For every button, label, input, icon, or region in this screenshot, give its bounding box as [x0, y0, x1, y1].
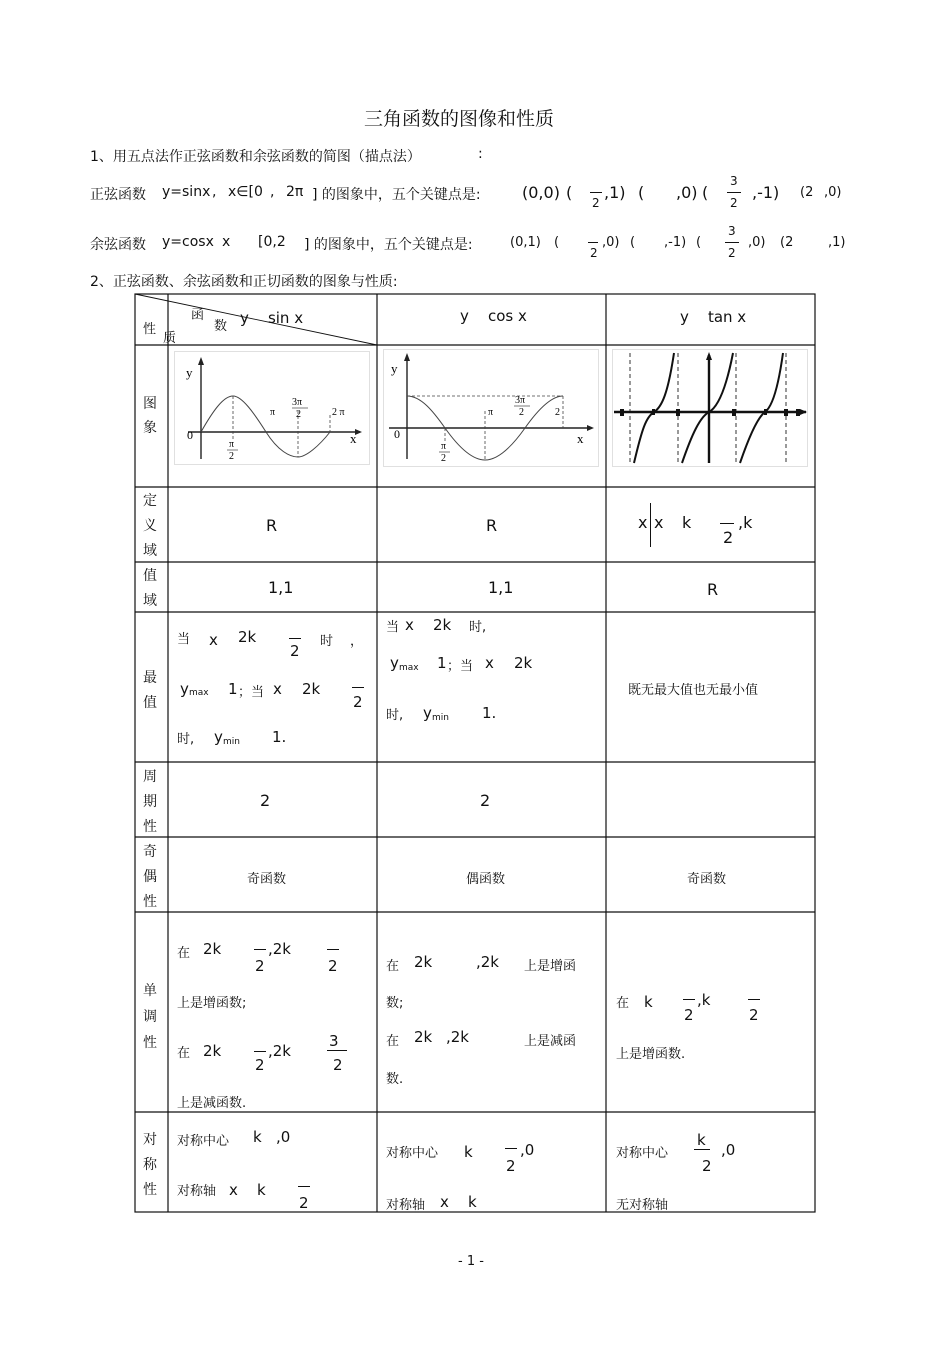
extrema-sin-text: ， [350, 634, 364, 649]
row-label-period-char: 期 [143, 794, 157, 810]
sine-point3-open: ( [638, 183, 645, 202]
header-cos: y cos x [460, 307, 527, 325]
monotonic-tan-text: k [644, 993, 653, 1011]
monotonic-cos-text: ,2k [446, 1028, 469, 1046]
symmetry-sin-text: k [257, 1181, 266, 1199]
sine-graph [174, 351, 370, 465]
sine-point2-fraction-bar [590, 192, 602, 193]
parity-tan: 奇函数 [687, 872, 727, 887]
range-tan: R [707, 580, 719, 599]
range-cos: 1,1 [488, 578, 514, 597]
cosine-point4-rest: ,0) [748, 235, 766, 250]
cosine-point5-open: (2 [780, 235, 794, 250]
symmetry-tan-fraction-bar [694, 1149, 710, 1150]
header-tan: y tan x [680, 308, 747, 326]
extrema-cos-text: y [423, 704, 432, 722]
row-label-range-char: 值 [143, 568, 157, 584]
cosine-point4-den: 2 [728, 246, 736, 260]
cosine-point3-open: ( [630, 235, 636, 250]
extrema-sin-text: 时, [177, 732, 195, 747]
symmetry-cos-text: 对称中心 [386, 1146, 439, 1161]
monotonic-cos-text: 2k [414, 1028, 433, 1046]
monotonic-sin-fraction-bar [327, 949, 339, 950]
row-label-period-char: 性 [143, 819, 157, 835]
row-label-monotonic-char: 单 [143, 983, 157, 999]
monotonic-cos-text: 数; [386, 996, 404, 1011]
extrema-sin-text: x [273, 680, 282, 698]
cosine-graph-2pi: 2 [555, 407, 560, 418]
extrema-sin-text: min [223, 737, 240, 747]
cosine-graph-pi: π [488, 407, 494, 418]
domain-tan-fraction-bar [720, 523, 734, 524]
monotonic-cos-text: 2k [414, 953, 433, 971]
monotonic-sin-text: 上是增函数; [177, 996, 247, 1011]
page-number: - 1 - [458, 1254, 484, 1269]
monotonic-sin-fraction-bar [327, 1050, 347, 1051]
cosine-graph-pi-half-num: π [441, 441, 447, 452]
monotonic-cos-text: 在 [386, 1034, 400, 1049]
cosine-point2-den: 2 [590, 246, 598, 260]
monotonic-tan-text: 2 [749, 1006, 759, 1024]
cosine-func: y=cosx [162, 234, 214, 250]
extrema-sin-text: 2 [290, 642, 300, 660]
sine-func: y=sinx [162, 184, 211, 200]
extrema-sin-text: 2 [353, 693, 363, 711]
extrema-cos-text: 时, [469, 620, 487, 635]
symmetry-cos-text: k [468, 1193, 477, 1211]
row-label-symmetry-char: 对 [143, 1132, 157, 1148]
cosine-point4-open: ( [696, 235, 702, 250]
row-label-symmetry-char: 性 [143, 1182, 157, 1198]
monotonic-sin-text: 2 [255, 1056, 265, 1074]
domain-tan-set-bar [650, 503, 651, 547]
symmetry-cos-text: ,0 [520, 1141, 535, 1159]
extrema-cos-text: x [405, 616, 414, 634]
sine-point2-rest: ,1) [604, 183, 626, 202]
corner-bottom2: 质 [163, 331, 177, 346]
row-label-monotonic-char: 调 [143, 1009, 157, 1025]
monotonic-cos-text: ,2k [476, 953, 499, 971]
header-sin: y sin x [240, 309, 304, 327]
sine-two-pi: 2π [286, 184, 304, 200]
symmetry-tan-text: ,0 [721, 1141, 736, 1159]
cosine-graph [383, 349, 599, 467]
symmetry-tan-text: k [697, 1131, 706, 1149]
row-label-symmetry-char: 称 [143, 1157, 157, 1173]
row-label-domain-char: 义 [143, 518, 157, 534]
monotonic-sin-text: ,2k [268, 940, 291, 958]
monotonic-sin-fraction-bar [254, 949, 266, 950]
cosine-point2-open: ( [554, 235, 560, 250]
cosine-point4-num: 3 [728, 224, 736, 238]
cosine-point2-fraction-bar [588, 242, 598, 243]
symmetry-cos-fraction-bar [505, 1148, 517, 1149]
monotonic-cos-text: 在 [386, 959, 400, 974]
row-label-monotonic [143, 978, 157, 1056]
sine-suffix: ] 的图象中，五个关键点是: [312, 187, 481, 203]
monotonic-tan-text: 在 [616, 996, 630, 1011]
extrema-cos-text: 1 [437, 654, 447, 672]
symmetry-sin-text: 对称中心 [177, 1134, 230, 1149]
sine-point4-fraction-bar [727, 192, 741, 193]
extrema-sin-text: y [180, 680, 189, 698]
section1-heading: 1、用五点法作正弦函数和余弦函数的简图（描点法） [90, 149, 421, 165]
extrema-sin-text: 2k [238, 628, 257, 646]
monotonic-cos-text: 上是增函 [524, 959, 577, 974]
monotonic-sin-text: 2 [328, 957, 338, 975]
parity-sin: 奇函数 [247, 872, 287, 887]
extrema-cos-text: ；当 [447, 659, 474, 674]
corner-bottom: 性 [143, 322, 157, 337]
cosine-graph-origin: 0 [394, 427, 400, 441]
extrema-tan: 既无最大值也无最小值 [628, 683, 759, 698]
symmetry-tan-text: 对称中心 [616, 1146, 669, 1161]
row-label-period [143, 765, 157, 840]
page-title: 三角函数的图像和性质 [364, 108, 555, 130]
row-label-period-char: 周 [143, 769, 157, 785]
row-label-domain-char: 域 [143, 543, 157, 559]
row-label-parity-char: 性 [143, 894, 157, 910]
monotonic-cos-text: 上是减函 [524, 1034, 577, 1049]
extrema-cos-text: min [432, 713, 449, 723]
extrema-sin-text: 1. [272, 728, 287, 746]
extrema-sin-text: x [209, 631, 218, 649]
sine-point1: (0,0) [522, 183, 560, 202]
sine-graph-origin: 0 [187, 428, 193, 442]
extrema-sin-text: max [189, 688, 209, 698]
sine-point2-open: ( [566, 183, 573, 202]
cosine-point1: (0,1) [510, 235, 541, 250]
monotonic-tan-text: 上是增函数. [616, 1047, 686, 1062]
cosine-graph-pi-half-den: 2 [441, 453, 446, 464]
cosine-graph-3pi-den: 2 [519, 407, 524, 418]
cosine-graph-3pi: 3π [515, 395, 526, 406]
symmetry-tan-text: 2 [702, 1157, 712, 1175]
sine-point4-rest: ,-1) [752, 183, 780, 202]
row-label-range-char: 域 [143, 593, 157, 609]
domain-tan-rest: ,k [738, 513, 753, 532]
sine-comma: , [212, 184, 217, 200]
monotonic-sin-text: 2 [255, 957, 265, 975]
cosine-point2-rest: ,0) [602, 235, 620, 250]
monotonic-cos-text: 数. [386, 1072, 404, 1087]
row-label-extrema-char: 值 [143, 695, 157, 711]
sine-point2-den: 2 [592, 196, 600, 210]
cosine-domain: [0,2 [258, 234, 286, 250]
symmetry-sin-fraction-bar [298, 1186, 310, 1187]
extrema-sin-text: 1 [228, 680, 238, 698]
sine-domain: x∈[0 [228, 184, 263, 200]
row-label-parity-char: 奇 [143, 844, 157, 860]
cosine-suffix: ] 的图象中，五个关键点是: [304, 237, 473, 253]
cosine-prefix: 余弦函数 [90, 237, 146, 253]
extrema-sin-fraction-bar [289, 638, 301, 639]
row-label-symmetry [143, 1128, 157, 1203]
row-label-extrema [143, 666, 157, 716]
extrema-sin-text: 当 [177, 632, 191, 647]
section2-heading: 2、正弦函数、余弦函数和正切函数的图象与性质: [90, 274, 398, 290]
domain-sin: R [266, 516, 278, 535]
sine-prefix: 正弦函数 [90, 187, 146, 203]
corner-top2: 数 [214, 319, 228, 334]
period-cos: 2 [480, 791, 491, 810]
sine-graph-2pi: 2 π [332, 407, 345, 418]
sine-graph-3pi-den: 2 [296, 409, 301, 420]
monotonic-sin-text: ,2k [268, 1042, 291, 1060]
extrema-cos-text: 时, [386, 708, 404, 723]
row-label-graph-char: 图 [143, 396, 157, 412]
symmetry-cos-text: 对称轴 [386, 1198, 426, 1213]
sine-graph-x-label: x [350, 431, 357, 446]
row-label-parity [143, 840, 157, 915]
extrema-cos-text: 2k [433, 616, 452, 634]
monotonic-sin-text: 在 [177, 1046, 191, 1061]
sine-point4-den: 2 [730, 196, 738, 210]
domain-tan-x1: x [638, 513, 648, 532]
symmetry-sin-text: k ,0 [253, 1128, 291, 1146]
domain-tan-den: 2 [723, 528, 734, 547]
cosine-point5-rest: ,1) [828, 235, 846, 250]
symmetry-sin-text: x [229, 1181, 238, 1199]
parity-cos: 偶函数 [466, 872, 506, 887]
cosine-point4-fraction-bar [725, 242, 739, 243]
sine-graph-3pi: 3π [292, 397, 303, 408]
row-label-domain-char: 定 [143, 493, 157, 509]
monotonic-sin-text: 3 [329, 1032, 339, 1050]
sine-comma2: , [270, 184, 275, 200]
cosine-point3-rest: ,-1) [664, 235, 687, 250]
corner-top: 函 [191, 308, 205, 323]
row-label-graph-char: 象 [143, 420, 157, 436]
row-label-monotonic-char: 性 [143, 1035, 157, 1051]
symmetry-sin-text: 2 [299, 1194, 309, 1212]
period-sin: 2 [260, 791, 271, 810]
row-label-extrema-char: 最 [143, 670, 157, 686]
extrema-cos-text: 1. [482, 704, 497, 722]
monotonic-sin-text: 上是减函数. [177, 1096, 247, 1111]
row-label-graph [143, 392, 157, 440]
sine-point5-open: (2 [800, 185, 814, 200]
domain-cos: R [486, 516, 498, 535]
monotonic-sin-text: 2k [203, 1042, 222, 1060]
domain-tan-k: k [682, 513, 692, 532]
row-label-domain [143, 489, 157, 564]
monotonic-sin-text: 2 [333, 1056, 343, 1074]
row-label-range [143, 564, 157, 614]
sine-point3-rest: ,0) [676, 183, 698, 202]
extrema-cos-text: 2k [514, 654, 533, 672]
symmetry-cos-text: x [440, 1193, 449, 1211]
sine-point4-open: ( [702, 183, 709, 202]
extrema-sin-text: y [214, 728, 223, 746]
extrema-cos-text: y [390, 654, 399, 672]
sine-point4-num: 3 [730, 174, 738, 188]
sine-graph-pi-half-den: 2 [229, 451, 234, 462]
sine-graph-y-label: y [186, 365, 193, 380]
sine-graph-pi-half-num: π [229, 439, 235, 450]
row-label-parity-char: 偶 [143, 869, 157, 885]
cosine-graph-x-label: x [577, 431, 584, 446]
cosine-graph-y-label: y [391, 361, 398, 376]
sine-point5-rest: ,0) [824, 185, 842, 200]
monotonic-tan-text: ,k [697, 991, 711, 1009]
extrema-sin-text: 2k [302, 680, 321, 698]
symmetry-cos-text: 2 [506, 1157, 516, 1175]
monotonic-sin-fraction-bar [254, 1051, 266, 1052]
monotonic-sin-text: 在 [177, 946, 191, 961]
section1-colon: : [478, 146, 483, 162]
tangent-graph [612, 349, 808, 467]
cosine-x: x [222, 234, 231, 250]
range-sin: 1,1 [268, 578, 294, 597]
extrema-sin-fraction-bar [352, 687, 364, 688]
extrema-sin-text: 时 [320, 634, 334, 649]
symmetry-tan-text: 无对称轴 [616, 1198, 669, 1213]
monotonic-tan-fraction-bar [683, 999, 695, 1000]
sine-graph-pi: π [270, 407, 276, 418]
monotonic-tan-fraction-bar [748, 999, 760, 1000]
extrema-cos-text: 当 [386, 620, 400, 635]
monotonic-tan-text: 2 [684, 1006, 694, 1024]
extrema-sin-text: ；当 [238, 685, 265, 700]
extrema-cos-text: x [485, 654, 494, 672]
monotonic-sin-text: 2k [203, 940, 222, 958]
symmetry-sin-text: 对称轴 [177, 1184, 217, 1199]
domain-tan-x2: x [654, 513, 664, 532]
symmetry-cos-text: k [464, 1143, 473, 1161]
extrema-cos-text: max [399, 663, 419, 673]
